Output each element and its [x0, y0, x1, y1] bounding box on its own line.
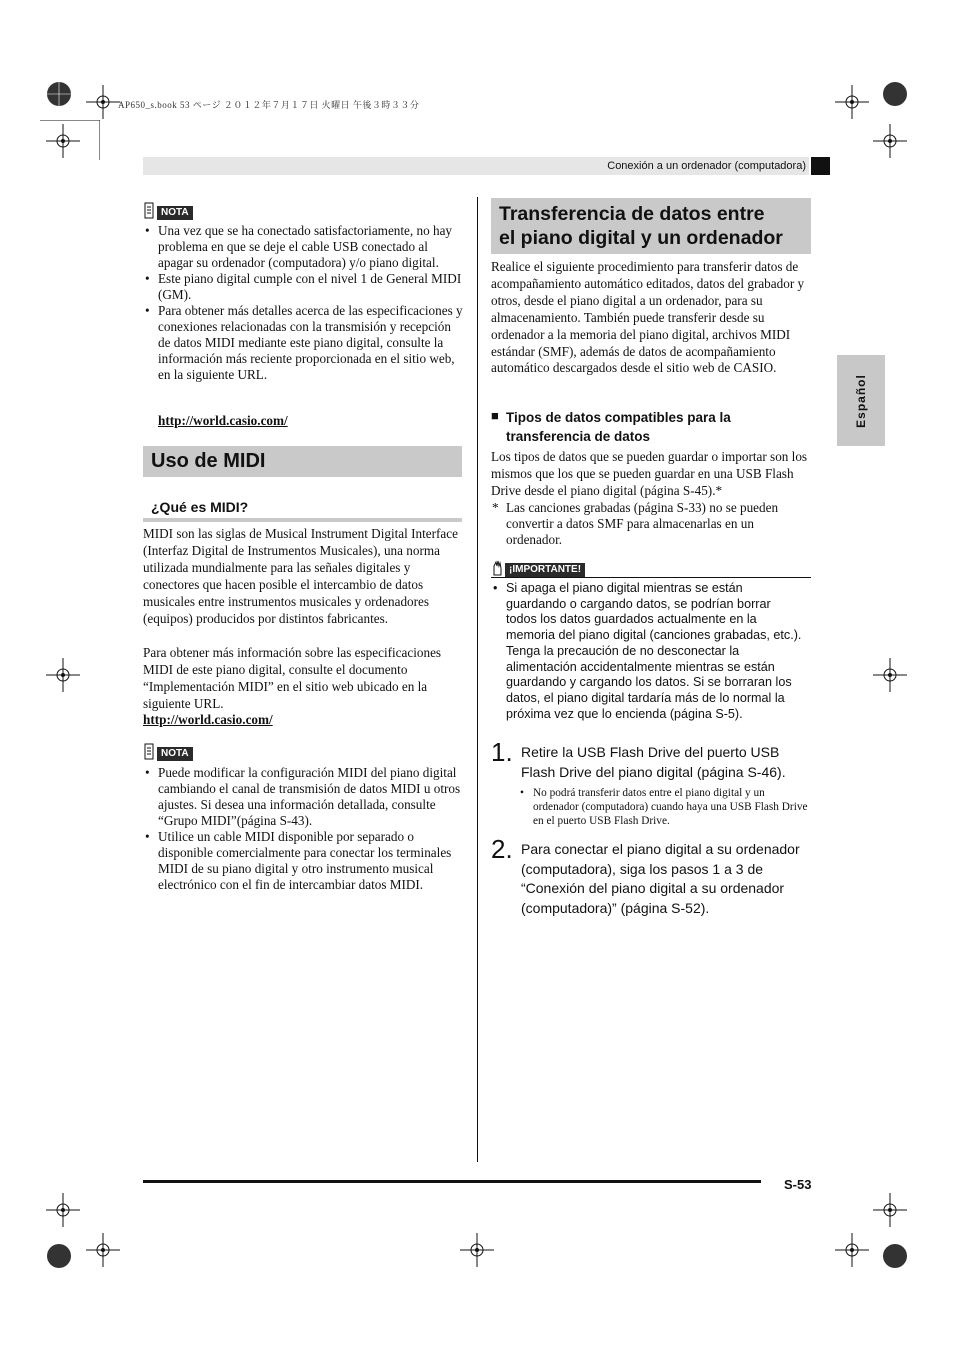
- casio-url-link[interactable]: http://world.casio.com/: [143, 712, 273, 727]
- crosshair-mark: [86, 85, 120, 119]
- list-item: • Para obtener más detalles acerca de las especificaciones y conexiones relacionadas con la transmisión y recepción de datos MIDI mediante este piano digital, consulte la información más reciente proporcionada en el sitio web, en la siguiente URL.: [143, 303, 463, 383]
- nota-label: NOTA: [157, 206, 193, 220]
- header-block: [811, 157, 830, 175]
- hand-warning-icon: [491, 559, 503, 577]
- subsection-rule: [143, 518, 462, 522]
- midi-definition-paragraph: MIDI son las siglas de Musical Instrument Digital Interface (Interfaz Digital de Instrumentos Musicales), una norma utilizada mundialmente para las señales digitales y conectores que hacen posible el intercambio de datos musicales entre instrumentos musicales y ordenadores (equipos) producidos por distintos fabricantes.: [143, 526, 458, 626]
- list-item: • Una vez que se ha conectado satisfactoriamente, no hay problema en que se deje el cable USB conectado al apagar su ordenador (computadora) y/o piano digital.: [143, 223, 463, 271]
- crosshair-mark: [46, 1193, 80, 1227]
- crosshair-mark: [835, 1233, 869, 1267]
- nota-list: [143, 765, 463, 893]
- crosshair-mark: [873, 124, 907, 158]
- crosshair-mark: [873, 1193, 907, 1227]
- section-title-line2: el piano digital y un ordenador: [499, 227, 783, 249]
- footer-rule: [143, 1180, 761, 1183]
- step-number: 1.: [491, 737, 513, 767]
- step-text: Para conectar el piano digital a su ordenador (computadora), siga los pasos 1 a 3 de “Conexión del piano digital a su ordenador (computadora)” (página S-52).: [521, 841, 800, 916]
- list-item: • No podrá transferir datos entre el piano digital y un ordenador (computadora) cuando haya una USB Flash Drive en el puerto USB Flash Drive.: [518, 786, 808, 828]
- subsection-title: ¿Qué es MIDI?: [151, 499, 249, 515]
- step-note-list: [518, 786, 808, 828]
- nota-list: [143, 223, 463, 383]
- registration-mark-top-left: [44, 79, 74, 109]
- registration-mark-top-right: [880, 79, 910, 109]
- running-header: Conexión a un ordenador (computadora): [607, 160, 806, 172]
- importante-label: ¡IMPORTANTE!: [505, 563, 585, 577]
- list-item: • Este piano digital cumple con el nivel 1 de General MIDI (GM).: [143, 271, 463, 303]
- subheading-marker: ■: [491, 408, 499, 423]
- nota-label: NOTA: [157, 747, 193, 761]
- print-header: AP650_s.book 53 ページ ２０１２年７月１７日 火曜日 午後３時３３分: [118, 100, 420, 110]
- footnote-mark: *: [492, 500, 499, 515]
- crop-mark: [40, 120, 100, 160]
- section-header-bar: [491, 198, 811, 254]
- subheading-line2: transferencia de datos: [506, 429, 651, 444]
- note-pencil-icon: [143, 743, 155, 761]
- side-tab-label: Español: [854, 373, 868, 428]
- intro-paragraph: Realice el siguiente procedimiento para transferir datos de acompañamiento automático editados, datos del grabador y otros, desde el piano digital a un ordenador, para su almacenamiento. También puede transferir desde su ordenador a la memoria del piano digital, archivos MIDI estándar (SMF), además de datos de acompañamiento automático descargados desde el sitio web de CASIO.: [491, 259, 805, 376]
- list-item: • Utilice un cable MIDI disponible por separado o disponible comercialmente para conectar los terminales MIDI de su piano digital y otro instrumento musical electrónico con el fin de intercambiar datos MIDI.: [143, 829, 463, 893]
- casio-url-link[interactable]: http://world.casio.com/: [158, 413, 288, 428]
- crosshair-mark: [460, 1233, 494, 1267]
- crosshair-mark: [46, 658, 80, 692]
- subheading-line1: Tipos de datos compatibles para la: [506, 410, 731, 425]
- importante-badge: [491, 559, 585, 577]
- list-item: • Si apaga el piano digital mientras se están guardando o cargando datos, se podrían borrar todos los datos guardados actualmente en la memoria del piano digital (canciones grabadas, etc.). Tenga la precaución de no desconectar la alimentación accidentalmente mientras se están guardando y cargando los datos. Si se borraran los datos, el piano digital tardaría más de lo normal la próxima vez que lo encienda (página S-5).: [491, 581, 803, 722]
- crosshair-mark: [873, 658, 907, 692]
- types-paragraph: Los tipos de datos que se pueden guardar o importar son los mismos que los que se pueden guardar en una USB Flash Drive desde el piano digital (página S-45).*: [491, 449, 808, 498]
- midi-spec-paragraph: Para obtener más información sobre las especificaciones MIDI de este piano digital, consulte el documento “Implementación MIDI” en el sitio web ubicado en la siguiente URL.: [143, 645, 442, 711]
- registration-mark-bottom-right: [880, 1241, 910, 1271]
- column-divider: [477, 197, 478, 1162]
- nota-badge: [143, 743, 193, 761]
- crosshair-mark: [86, 1233, 120, 1267]
- list-item: • Puede modificar la configuración MIDI del piano digital cambiando el canal de transmisión de datos MIDI u otros ajustes. Si desea una información detallada, consulte “Grupo MIDI”(página S-43).: [143, 765, 463, 829]
- section-header-bar: [143, 446, 462, 477]
- crosshair-mark: [835, 85, 869, 119]
- note-pencil-icon: [143, 202, 155, 220]
- step-number: 2.: [491, 834, 513, 864]
- step-text: Retire la USB Flash Drive del puerto USB Flash Drive del piano digital (página S-46).: [521, 744, 786, 780]
- section-title-line1: Transferencia de datos entre: [499, 203, 765, 225]
- importante-rule: [491, 577, 811, 578]
- footnote-text: Las canciones grabadas (página S-33) no se pueden convertir a datos SMF para almacenarlas en un ordenador.: [506, 500, 779, 547]
- page-number: S-53: [784, 1177, 812, 1192]
- section-title: Uso de MIDI: [151, 450, 266, 472]
- importante-list: [491, 581, 803, 722]
- language-side-tab: [837, 355, 885, 446]
- nota-badge: [143, 202, 193, 220]
- registration-mark-bottom-left: [44, 1241, 74, 1271]
